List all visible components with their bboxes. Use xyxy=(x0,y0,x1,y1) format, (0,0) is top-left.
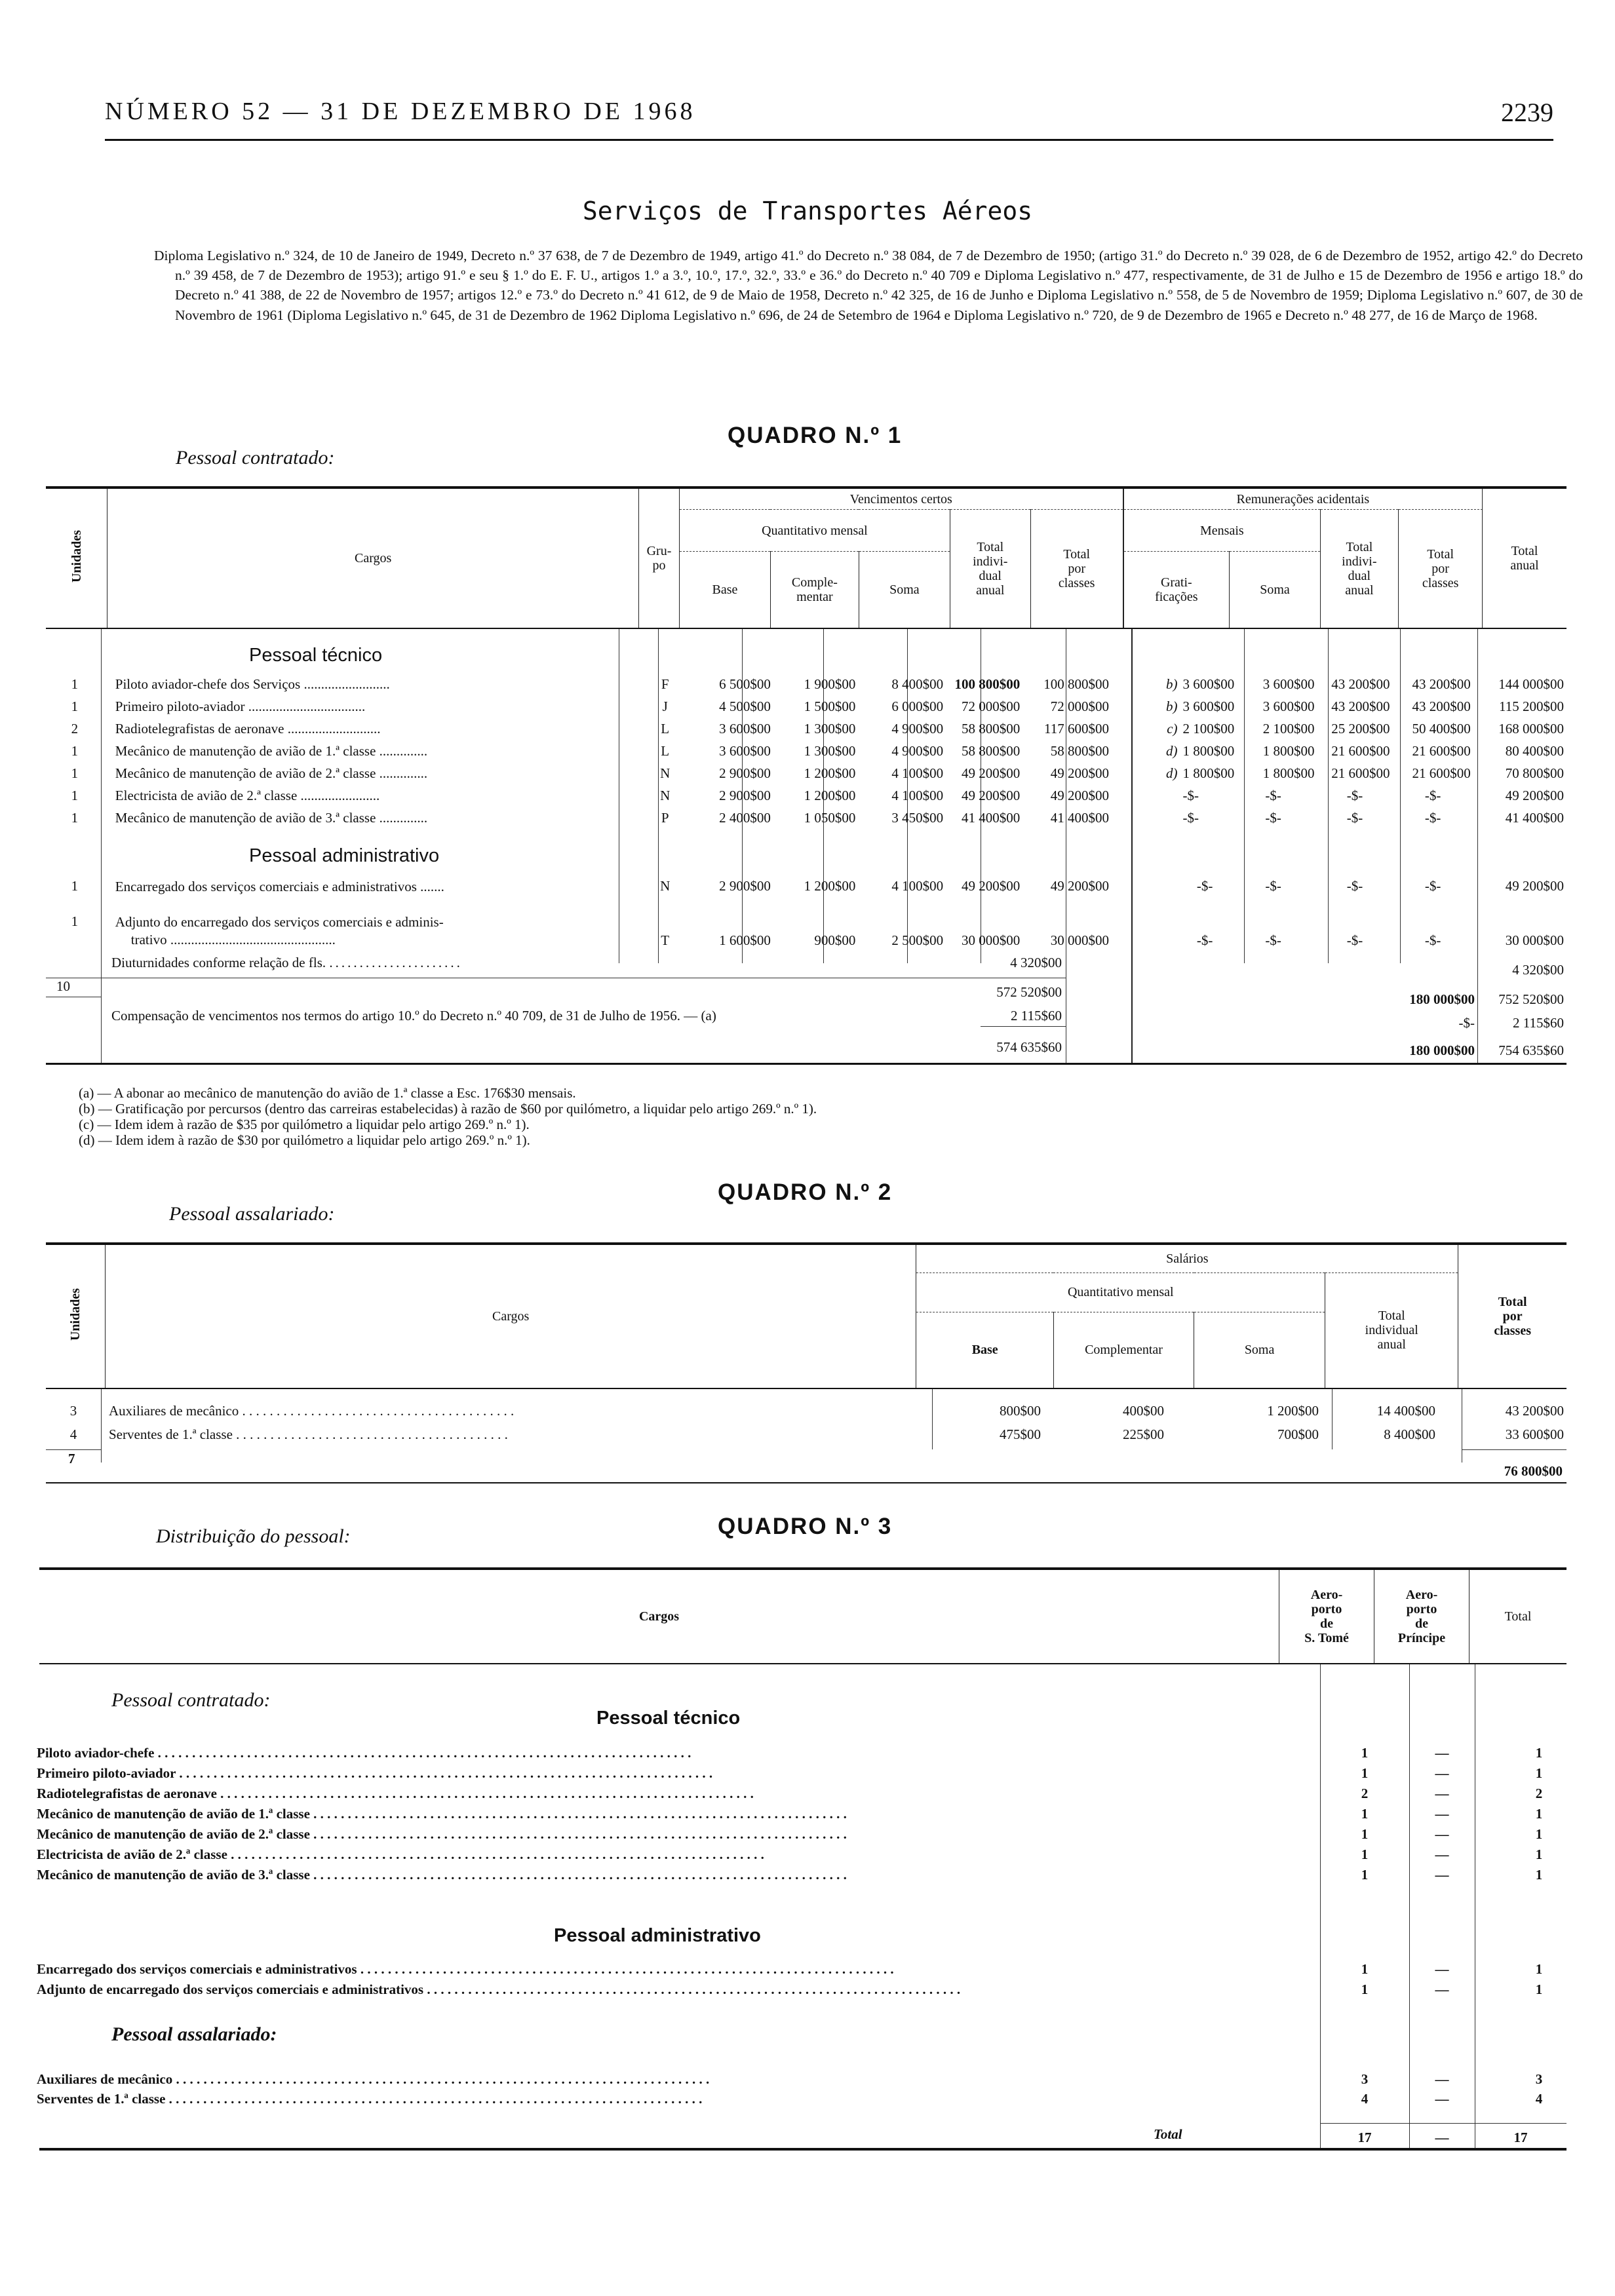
row-gratificacoes: 2 100$00 xyxy=(1182,720,1235,737)
note-a: (a) — A abonar ao mecânico de manutenção do avião de 1.ª classe a Esc. 176$30 mensais. xyxy=(79,1085,576,1101)
row-grupo: T xyxy=(661,932,670,948)
row-note-ref: b) xyxy=(1166,676,1178,692)
quadro-1-subhead: Pessoal contratado: xyxy=(176,447,335,469)
row-total-classes-2: 21 600$00 xyxy=(1412,765,1471,781)
row-total-individual: 72 000$00 xyxy=(961,698,1021,714)
table-row xyxy=(34,2089,1566,2109)
row-unidades: 1 xyxy=(71,742,79,759)
row-s-tome: 4 xyxy=(1361,2090,1369,2107)
row-cargo: Mecânico de manutenção de avião de 1.ª classe . . . . . . . . . . . . . . . . . . . . . . . . . . . . . . . . . . . . . . . . . . . . . . . . . . . . . . . . . . . . . . . . . . . . . . . . . . . . . . xyxy=(37,1806,847,1822)
row-total-anual: 41 400$00 xyxy=(1505,809,1564,826)
row-gratificacoes: 1 800$00 xyxy=(1182,765,1235,781)
q1-header-rule xyxy=(46,628,1566,629)
q1-col-mensais: Mensais xyxy=(1123,510,1321,552)
row-principe: — xyxy=(1435,1765,1449,1781)
table-row xyxy=(46,673,1566,695)
row-total: 2 xyxy=(1535,1786,1543,1801)
row-note-ref xyxy=(1112,878,1180,913)
quadro-2-subhead: Pessoal assalariado: xyxy=(169,1203,335,1225)
q1-compensacao-value: 2 115$60 xyxy=(1011,1008,1062,1024)
row-base: 4 500$00 xyxy=(719,698,771,714)
row-total-classes: 72 000$00 xyxy=(1050,698,1110,714)
row-total-classes-2: -$- xyxy=(1424,878,1441,894)
row-soma-2: -$- xyxy=(1265,787,1281,803)
row-s-tome: 1 xyxy=(1361,1867,1369,1883)
row-unidades: 4 xyxy=(69,1426,77,1442)
q2-total: 76 800$00 xyxy=(1504,1463,1563,1479)
q1-final-classes: 574 635$60 xyxy=(996,1039,1062,1055)
row-total: 1 xyxy=(1535,1981,1543,1997)
quadro-3-table xyxy=(39,1570,1566,1663)
row-soma-2: -$- xyxy=(1265,809,1281,826)
row-total-anual: 115 200$00 xyxy=(1499,698,1564,714)
table-row xyxy=(46,878,1566,913)
q3-assal-rows xyxy=(34,2069,1566,2109)
row-total-classes-2: 21 600$00 xyxy=(1412,742,1471,759)
row-cargo: Mecânico de manutenção de avião de 3.ª classe .............. xyxy=(115,809,428,826)
row-total-classes: 49 200$00 xyxy=(1050,765,1110,781)
table-row xyxy=(46,718,1566,740)
q3-section-admin: Pessoal administrativo xyxy=(554,1925,761,1946)
row-grupo: P xyxy=(661,809,669,826)
row-cargo: Auxiliares de mecânico . . . . . . . . . . . . . . . . . . . . . . . . . . . . . . . . . . . . . . . . . . . . . . . . . . . . . . . . . . . . . . . . . . . . . . . . . . . . . . xyxy=(37,2071,710,2087)
row-soma-2: 3 600$00 xyxy=(1262,698,1315,714)
q2-col-soma: Soma xyxy=(1194,1312,1325,1388)
row-principe: — xyxy=(1435,1786,1449,1801)
row-complementar: 1 200$00 xyxy=(804,878,856,894)
q1-final-classes-2: 180 000$00 xyxy=(1409,1043,1475,1058)
row-s-tome: 3 xyxy=(1361,2071,1369,2087)
quadro-1-table xyxy=(46,489,1566,628)
row-principe: — xyxy=(1435,2090,1449,2107)
row-cargo: Electricista de avião de 2.ª classe ....................... xyxy=(115,787,380,803)
q1-subtotal-classes: 572 520$00 xyxy=(996,984,1062,1000)
table-row xyxy=(46,1423,1566,1446)
q2-col-base: Base xyxy=(916,1312,1054,1388)
q2-col-salarios: Salários xyxy=(916,1245,1458,1272)
row-complementar: 1 500$00 xyxy=(804,698,856,714)
table-row xyxy=(34,1763,1566,1784)
q1-col-soma: Soma xyxy=(859,551,950,628)
row-base: 2 400$00 xyxy=(719,809,771,826)
row-cargo: Serventes de 1.ª classe . . . . . . . . . . . . . . . . . . . . . . . . . . . . . . . . . . . . . . . . xyxy=(109,1426,508,1442)
row-total-classes: 30 000$00 xyxy=(1050,932,1110,948)
quadro-3-subhead: Distribuição do pessoal: xyxy=(156,1525,351,1547)
q1-col-cargos: Cargos xyxy=(107,489,639,628)
row-cargo: Encarregado dos serviços comerciais e administrativos ....... xyxy=(115,879,444,894)
row-total-individual-2: -$- xyxy=(1346,809,1363,826)
row-total-individual: 49 200$00 xyxy=(961,787,1021,803)
row-s-tome: 2 xyxy=(1361,1786,1369,1801)
row-soma: 1 200$00 xyxy=(1267,1402,1319,1419)
row-gratificacoes: 3 600$00 xyxy=(1182,676,1235,692)
table-row xyxy=(46,1399,1566,1423)
q2-col-complementar: Complementar xyxy=(1053,1312,1194,1388)
row-total-classes-2: 50 400$00 xyxy=(1412,720,1471,737)
header-rule xyxy=(105,139,1553,141)
journal-issue: NÚMERO 52 — 31 DE DEZEMBRO DE 1968 xyxy=(105,98,696,125)
row-total-individual-2: 43 200$00 xyxy=(1331,698,1390,714)
row-total-individual: 41 400$00 xyxy=(961,809,1021,826)
q1-diuturnidades-label: Diuturnidades conforme relação de fls. ...................... xyxy=(111,955,463,970)
quadro-2-table xyxy=(46,1245,1566,1388)
row-gratificacoes: 3 600$00 xyxy=(1182,698,1235,714)
row-gratificacoes: -$- xyxy=(1196,932,1213,948)
row-total-classes: 58 800$00 xyxy=(1050,742,1110,759)
row-total-individual-2: 21 600$00 xyxy=(1331,765,1390,781)
row-complementar: 225$00 xyxy=(1123,1426,1164,1442)
q2-total-units: 7 xyxy=(68,1451,75,1466)
row-cargo: Piloto aviador-chefe dos Serviços ......................... xyxy=(115,676,390,692)
q1-col-total-classes-2: Total por classes xyxy=(1398,510,1482,628)
row-total: 3 xyxy=(1535,2071,1543,2087)
row-unidades: 1 xyxy=(71,913,79,929)
row-cargo: Piloto aviador-chefe . . . . . . . . . . . . . . . . . . . . . . . . . . . . . . . . . . . . . . . . . . . . . . . . . . . . . . . . . . . . . . . . . . . . . . . . . . . . . . xyxy=(37,1745,691,1761)
legal-basis-text: Diploma Legislativo n.º 324, de 10 de Janeiro de 1949, Decreto n.º 37 638, de 7 de Dezembro de 1949, artigo 41.º do Decreto n.º 38 084, de 7 de Dezembro de 1950; (artigo 31.º do Decreto n.º 39 028, de 6 de Dezembro de 1952, artigo 42.º do Decreto n.º 39 458, de 7 de Dezembro de 1953); artigo 91.º e seu § 1.º do E. F. U., artigos 1.º a 3.º, 10.º, 17.º, 32.º, 33.º e 36.º do Decreto n.º 40 709 e Diploma Legislativo n.º 477, respectivamente, de 31 de Julho e 15 de Dezembro de 1956 e artigo 18.º do Decreto n.º 41 388, de 22 de Novembro de 1957; artigos 12.º e 73.º do Decreto n.º 41 612, de 9 de Maio de 1958, Decreto n.º 42 325, de 16 de Junho e Diploma Legislativo n.º 558, de 5 de Novembro de 1959; Diploma Legislativo n.º 607, de 30 de Novembro de 1961 (Diploma Legislativo n.º 645, de 31 de Dezembro de 1962 Diploma Legislativo n.º 696, de 24 de Setembro de 1964 e Diploma Legislativo n.º 720, de 9 de Dezembro de 1965 e Decreto n.º 48 277, de 16 de Março de 1968. xyxy=(154,248,1583,323)
table-row xyxy=(34,1784,1566,1804)
q3-total-principe: — xyxy=(1435,2130,1449,2145)
row-complementar: 1 900$00 xyxy=(804,676,856,692)
row-base: 3 600$00 xyxy=(719,742,771,759)
q3-col-cargos: Cargos xyxy=(638,1609,680,1624)
row-s-tome: 1 xyxy=(1361,1806,1369,1822)
row-total-anual: 168 000$00 xyxy=(1498,720,1564,737)
row-principe: — xyxy=(1435,1745,1449,1761)
row-base: 800$00 xyxy=(1000,1402,1041,1419)
row-s-tome: 1 xyxy=(1361,1961,1369,1977)
row-cargo: Mecânico de manutenção de avião de 1.ª classe .............. xyxy=(115,742,428,759)
row-total-individual-2: -$- xyxy=(1346,932,1363,948)
q3-col-total: Total xyxy=(1469,1570,1567,1663)
table-row xyxy=(46,695,1566,718)
row-soma-2: 3 600$00 xyxy=(1262,676,1315,692)
page-number: 2239 xyxy=(1501,98,1553,127)
row-grupo: N xyxy=(660,765,671,781)
row-unidades: 1 xyxy=(71,878,79,894)
row-unidades: 2 xyxy=(71,720,79,737)
row-grupo: N xyxy=(660,787,671,803)
row-note-ref: c) xyxy=(1167,720,1178,737)
q3-section-tecnico: Pessoal técnico xyxy=(596,1708,741,1729)
row-cargo: Encarregado dos serviços comerciais e administrativos . . . . . . . . . . . . . . . . . . . . . . . . . . . . . . . . . . . . . . . . . . . . . . . . . . . . . . . . . . . . . . . . . . . . . . . . . . . . . . xyxy=(37,1961,894,1977)
row-total-classes-2: -$- xyxy=(1424,787,1441,803)
row-soma-2: 2 100$00 xyxy=(1262,720,1315,737)
row-cargo: Mecânico de manutenção de avião de 2.ª classe .............. xyxy=(115,765,428,781)
q1-col-base: Base xyxy=(679,551,770,628)
row-base: 2 900$00 xyxy=(719,765,771,781)
row-note-ref xyxy=(1112,784,1180,807)
row-cargo: Primeiro piloto-aviador . . . . . . . . . . . . . . . . . . . . . . . . . . . . . . . . . . . . . . . . . . . . . . . . . . . . . . . . . . . . . . . . . . . . . . . . . . . . . . xyxy=(37,1765,713,1781)
row-principe: — xyxy=(1435,1846,1449,1862)
row-s-tome: 1 xyxy=(1361,1745,1369,1761)
row-total-classes: 49 200$00 xyxy=(1050,878,1110,894)
q3-total-label: Total xyxy=(1154,2126,1182,2142)
row-soma: 3 450$00 xyxy=(891,809,944,826)
q2-rows xyxy=(46,1399,1566,1446)
row-cargo: Mecânico de manutenção de avião de 2.ª classe . . . . . . . . . . . . . . . . . . . . . . . . . . . . . . . . . . . . . . . . . . . . . . . . . . . . . . . . . . . . . . . . . . . . . . . . . . . . . . xyxy=(37,1826,847,1842)
q1-final-total: 754 635$60 xyxy=(1498,1043,1564,1058)
row-total-classes: 43 200$00 xyxy=(1505,1402,1564,1419)
q1-col-quant-mensal: Quantitativo mensal xyxy=(679,510,950,552)
q1-col-remuneracoes: Remunerações acidentais xyxy=(1123,489,1483,510)
row-total-anual: 144 000$00 xyxy=(1498,676,1564,692)
q1-diuturnidades-total: 4 320$00 xyxy=(1512,962,1564,978)
row-total-individual: 49 200$00 xyxy=(961,878,1021,894)
row-total-individual-2: -$- xyxy=(1346,787,1363,803)
row-cargo: Adjunto do encarregado dos serviços comerciais e adminis- trativo ................................................ xyxy=(115,914,444,947)
quadro-1-title: QUADRO N.º 1 xyxy=(728,423,903,448)
q1-subtotal-classes-2: 180 000$00 xyxy=(1409,991,1475,1007)
table-row xyxy=(46,913,1566,949)
q2-col-total-classes: Total por classes xyxy=(1458,1245,1566,1388)
row-cargo: Electricista de avião de 2.ª classe . . . . . . . . . . . . . . . . . . . . . . . . . . . . . . . . . . . . . . . . . . . . . . . . . . . . . . . . . . . . . . . . . . . . . . . . . . . . . . xyxy=(37,1846,764,1862)
row-complementar: 1 200$00 xyxy=(804,765,856,781)
row-principe: — xyxy=(1435,1981,1449,1997)
q1-subtotal-total: 752 520$00 xyxy=(1498,991,1564,1007)
row-total-anual: 30 000$00 xyxy=(1505,932,1564,948)
row-total-classes-2: -$- xyxy=(1424,809,1441,826)
row-soma-2: -$- xyxy=(1265,932,1281,948)
row-total-individual: 8 400$00 xyxy=(1384,1426,1435,1442)
row-total-individual: 30 000$00 xyxy=(961,932,1021,948)
row-total-classes: 49 200$00 xyxy=(1050,787,1110,803)
quadro-3-title: QUADRO N.º 3 xyxy=(718,1514,893,1539)
row-note-ref: b) xyxy=(1166,698,1178,714)
q1-col-soma-2: Soma xyxy=(1230,551,1321,628)
q1-col-grupo: Gru- po xyxy=(639,489,680,628)
row-soma: 4 100$00 xyxy=(891,787,944,803)
row-total-anual: 80 400$00 xyxy=(1505,742,1564,759)
row-total-anual: 49 200$00 xyxy=(1505,787,1564,803)
row-total-individual: 58 800$00 xyxy=(961,742,1021,759)
quadro-2-title: QUADRO N.º 2 xyxy=(718,1179,893,1205)
q1-total-units: 10 xyxy=(56,978,70,994)
row-complementar: 1 050$00 xyxy=(804,809,856,826)
q2-col-cargos: Cargos xyxy=(105,1245,916,1388)
row-unidades: 1 xyxy=(71,809,79,826)
q1-col-complementar: Comple- mentar xyxy=(770,551,859,628)
q3-tecnico-rows xyxy=(34,1743,1566,1885)
q1-section-admin: Pessoal administrativo xyxy=(249,845,440,866)
row-soma: 4 100$00 xyxy=(891,878,944,894)
row-unidades: 1 xyxy=(71,676,79,692)
row-s-tome: 1 xyxy=(1361,1826,1369,1842)
table-row xyxy=(34,1980,1566,2000)
table-row xyxy=(34,1845,1566,1865)
row-total-individual-2: 25 200$00 xyxy=(1331,720,1390,737)
row-complementar: 400$00 xyxy=(1123,1402,1164,1419)
table-row xyxy=(46,807,1566,829)
row-total-individual: 14 400$00 xyxy=(1376,1402,1435,1419)
row-cargo: Primeiro piloto-aviador .................................. xyxy=(115,698,366,714)
row-total-individual-2: -$- xyxy=(1346,878,1363,894)
row-total: 1 xyxy=(1535,1745,1543,1761)
q1-compensacao-label: Compensação de vencimentos nos termos do artigo 10.º do Decreto n.º 40 709, de 31 de Julho de 1956. — (a) xyxy=(111,1008,716,1024)
row-unidades: 1 xyxy=(71,765,79,781)
row-soma: 8 400$00 xyxy=(891,676,944,692)
row-soma-2: 1 800$00 xyxy=(1262,765,1315,781)
table-row xyxy=(34,2069,1566,2089)
row-total-anual: 70 800$00 xyxy=(1505,765,1564,781)
row-principe: — xyxy=(1435,1867,1449,1883)
row-note-ref: d) xyxy=(1166,742,1178,759)
row-principe: — xyxy=(1435,1826,1449,1842)
row-total-individual-2: 21 600$00 xyxy=(1331,742,1390,759)
row-principe: — xyxy=(1435,2071,1449,2087)
row-total: 1 xyxy=(1535,1826,1543,1842)
row-base: 475$00 xyxy=(1000,1426,1041,1442)
running-header xyxy=(105,97,1553,136)
row-complementar: 900$00 xyxy=(814,932,856,948)
q1-col-total-classes: Total por classes xyxy=(1030,510,1123,628)
row-total-individual: 100 800$00 xyxy=(954,676,1021,692)
row-total-individual: 58 800$00 xyxy=(961,720,1021,737)
row-total-classes: 33 600$00 xyxy=(1505,1426,1564,1442)
page-title: Serviços de Transportes Aéreos xyxy=(582,197,1033,225)
row-base: 2 900$00 xyxy=(719,787,771,803)
row-unidades: 1 xyxy=(71,698,79,714)
row-note-ref: d) xyxy=(1166,765,1178,781)
q1-compensacao-total: 2 115$60 xyxy=(1513,1015,1564,1031)
row-total: 1 xyxy=(1535,1765,1543,1781)
row-s-tome: 1 xyxy=(1361,1846,1369,1862)
q3-total-total: 17 xyxy=(1513,2130,1528,2145)
row-gratificacoes: 1 800$00 xyxy=(1182,742,1235,759)
table-row xyxy=(46,784,1566,807)
note-b: (b) — Gratificação por percursos (dentro das carreiras estabelecidas) à razão de $60 por quilómetro, a liquidar pelo artigo 269.º n.º 1). xyxy=(79,1101,817,1117)
row-total: 1 xyxy=(1535,1961,1543,1977)
q1-compensacao-classes-2: -$- xyxy=(1458,1015,1475,1031)
q1-col-vencimentos: Vencimentos certos xyxy=(679,489,1123,510)
row-s-tome: 1 xyxy=(1361,1765,1369,1781)
row-total-classes-2: 43 200$00 xyxy=(1412,676,1471,692)
q3-total-s-tome: 17 xyxy=(1357,2130,1372,2145)
row-complementar: 1 300$00 xyxy=(804,720,856,737)
q1-col-total-ind-anual: Total indivi- dual anual xyxy=(950,510,1030,628)
row-grupo: F xyxy=(661,676,669,692)
table-row xyxy=(46,762,1566,784)
row-total: 4 xyxy=(1535,2090,1543,2107)
row-base: 1 600$00 xyxy=(719,932,771,948)
row-soma-2: -$- xyxy=(1265,878,1281,894)
row-grupo: N xyxy=(660,878,671,894)
row-total-individual-2: 43 200$00 xyxy=(1331,676,1390,692)
row-total-classes: 117 600$00 xyxy=(1044,720,1110,737)
note-c: (c) — Idem idem à razão de $35 por quilómetro a liquidar pelo artigo 269.º n.º 1). xyxy=(79,1117,530,1132)
row-soma: 4 900$00 xyxy=(891,720,944,737)
table-row xyxy=(34,1865,1566,1885)
row-base: 3 600$00 xyxy=(719,720,771,737)
q1-diuturnidades-value: 4 320$00 xyxy=(1010,955,1062,970)
row-cargo: Radiotelegrafistas de aeronave . . . . . . . . . . . . . . . . . . . . . . . . . . . . . . . . . . . . . . . . . . . . . . . . . . . . . . . . . . . . . . . . . . . . . . . . . . . . . . xyxy=(37,1786,754,1801)
q1-col-unidades: Unidades xyxy=(69,530,84,583)
row-total: 1 xyxy=(1535,1867,1543,1883)
row-total: 1 xyxy=(1535,1846,1543,1862)
row-soma: 6 000$00 xyxy=(891,698,944,714)
row-cargo: Serventes de 1.ª classe . . . . . . . . . . . . . . . . . . . . . . . . . . . . . . . . . . . . . . . . . . . . . . . . . . . . . . . . . . . . . . . . . . . . . . . . . . . . . . xyxy=(37,2090,703,2107)
row-cargo: Adjunto de encarregado dos serviços comerciais e administrativos . . . . . . . . . . . . . . . . . . . . . . . . . . . . . . . . . . . . . . . . . . . . . . . . . . . . . . . . . . . . . . . . . . . . . . . . . . . . . . xyxy=(37,1981,961,1997)
q3-contratado: Pessoal contratado: xyxy=(111,1689,271,1711)
q1-col-total-anual: Total anual xyxy=(1483,489,1566,628)
row-total-classes: 41 400$00 xyxy=(1050,809,1110,826)
row-total-classes-2: -$- xyxy=(1424,932,1441,948)
row-grupo: L xyxy=(661,742,670,759)
row-soma: 700$00 xyxy=(1277,1426,1319,1442)
q2-col-quant-mensal: Quantitativo mensal xyxy=(916,1272,1325,1312)
row-note-ref xyxy=(1112,807,1180,829)
row-cargo: Auxiliares de mecânico . . . . . . . . . . . . . . . . . . . . . . . . . . . . . . . . . . . . . . . . xyxy=(109,1402,515,1419)
q1-col-gratificacoes: Grati- ficações xyxy=(1123,551,1230,628)
q3-bottom-rule xyxy=(39,2148,1566,2151)
row-total-anual: 49 200$00 xyxy=(1505,878,1564,894)
q3-assalariado: Pessoal assalariado: xyxy=(111,2023,277,2045)
row-unidades: 3 xyxy=(69,1402,77,1419)
q2-col-unidades: Unidades xyxy=(68,1288,83,1341)
q1-section-tecnico: Pessoal técnico xyxy=(249,645,383,666)
row-grupo: L xyxy=(661,720,670,737)
table-row xyxy=(34,1824,1566,1845)
row-total-classes: 100 800$00 xyxy=(1043,676,1110,692)
row-grupo: J xyxy=(662,698,668,714)
row-total-individual: 49 200$00 xyxy=(961,765,1021,781)
q1-bottom-rule xyxy=(46,1063,1566,1065)
row-gratificacoes: -$- xyxy=(1182,809,1199,826)
row-s-tome: 1 xyxy=(1361,1981,1369,1997)
row-gratificacoes: -$- xyxy=(1182,787,1199,803)
row-soma: 4 100$00 xyxy=(891,765,944,781)
row-soma-2: 1 800$00 xyxy=(1262,742,1315,759)
row-cargo: Mecânico de manutenção de avião de 3.ª classe . . . . . . . . . . . . . . . . . . . . . . . . . . . . . . . . . . . . . . . . . . . . . . . . . . . . . . . . . . . . . . . . . . . . . . . . . . . . . . xyxy=(37,1867,847,1883)
row-unidades: 1 xyxy=(71,787,79,803)
table-row xyxy=(34,1959,1566,1980)
row-cargo: Radiotelegrafistas de aeronave ........................... xyxy=(115,720,381,737)
row-complementar: 1 200$00 xyxy=(804,787,856,803)
row-soma: 2 500$00 xyxy=(891,932,944,948)
table-row xyxy=(34,1743,1566,1763)
q3-col-s-tome: Aero- porto de S. Tomé xyxy=(1279,1570,1374,1663)
q3-admin-rows xyxy=(34,1959,1566,2000)
row-gratificacoes: -$- xyxy=(1196,878,1213,894)
q1-notes xyxy=(79,1085,1390,1148)
row-note-ref xyxy=(1112,913,1180,949)
table-row xyxy=(34,1804,1566,1824)
row-base: 6 500$00 xyxy=(719,676,771,692)
row-principe: — xyxy=(1435,1961,1449,1977)
q1-col-total-ind-anual-2: Total indivi- dual anual xyxy=(1321,510,1399,628)
row-soma: 4 900$00 xyxy=(891,742,944,759)
row-total: 1 xyxy=(1535,1806,1543,1822)
q3-col-principe: Aero- porto de Príncipe xyxy=(1374,1570,1469,1663)
q1-admin-rows xyxy=(46,878,1566,949)
row-total-classes-2: 43 200$00 xyxy=(1412,698,1471,714)
note-d: (d) — Idem idem à razão de $30 por quilómetro a liquidar pelo artigo 269.º n.º 1). xyxy=(79,1132,530,1148)
row-complementar: 1 300$00 xyxy=(804,742,856,759)
row-principe: — xyxy=(1435,1806,1449,1822)
q1-tecnico-rows xyxy=(46,673,1566,829)
table-row xyxy=(46,740,1566,762)
row-base: 2 900$00 xyxy=(719,878,771,894)
q2-col-total-ind-anual: Total individual anual xyxy=(1325,1272,1458,1388)
